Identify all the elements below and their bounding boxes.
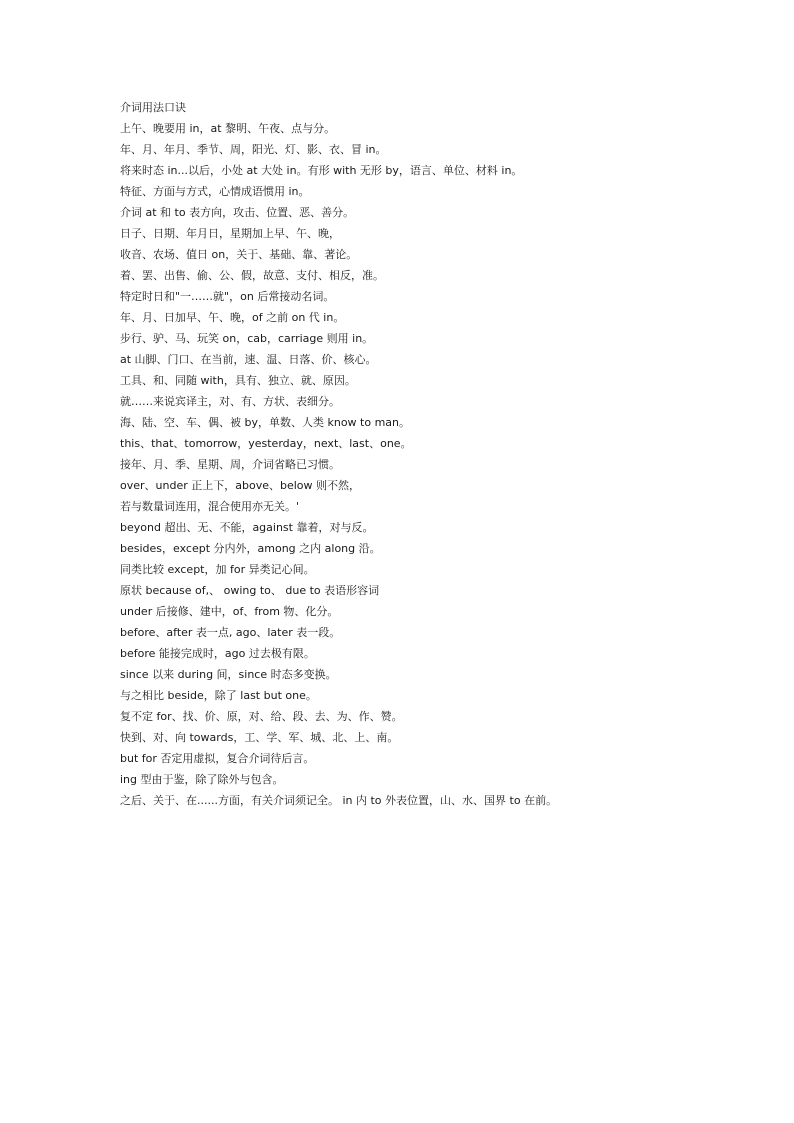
text-line: since 以来 during 间，since 时态多变换。 [120,668,337,681]
text-line: 之后、关于、在......方面，有关介词须记全。 in 内 to 外表位置，山、水、国界 to 在前。 [120,794,558,807]
text-line: before 能接完成时，ago 过去极有限。 [120,647,315,660]
text-line: besides，except 分内外，among 之内 along 沿。 [120,542,381,555]
text-line: 与之相比 beside，除了 last but one。 [120,689,317,702]
text-line: 快到、对、向 towards，工、学、军、城、北、上、南。 [120,731,399,744]
text-line: 若与数量词连用，混合使用亦无关。' [120,500,300,513]
text-line: 接年、月、季、星期、周，介词省略已习惯。 [120,458,340,471]
text-line: 同类比较 except，加 for 异类记心间。 [120,563,315,576]
text-line: 步行、驴、马、玩笑 on，cab，carriage 则用 in。 [120,332,374,345]
text-line: 海、陆、空、车、偶、被 by，单数、人类 know to man。 [120,416,411,429]
text-line: but for 否定用虚拟，复合介词待后言。 [120,752,315,765]
text-line: at 山脚、门口、在当前，速、温、日落、价、核心。 [120,353,377,366]
text-line: 就……来说宾译主，对、有、方状、表细分。 [120,395,340,408]
text-line: 上午、晚要用 in，at 黎明、午夜、点与分。 [120,122,336,135]
text-line: under 后接修、建中，of、from 物、化分。 [120,605,339,618]
text-line: ing 型由于鉴，除了除外与包含。 [120,773,284,786]
text-line: 工具、和、同随 with，具有、独立、就、原因。 [120,374,356,387]
text-line: over、under 正上下，above、below 则不然， [120,479,361,492]
text-line: 日子、日期、年月日，星期加上早、午、晚， [120,227,340,240]
text-line: 年、月、年月、季节、周，阳光、灯、影、衣、冒 in。 [120,143,387,156]
text-line: 复不定 for、找、价、原，对、给、段、去、为、作、赞。 [120,710,403,723]
text-line: 特征、方面与方式，心情成语惯用 in。 [120,185,310,198]
document-title: 介词用法口诀 [120,101,186,114]
text-line: this、that、tomorrow，yesterday，next、last、one。 [120,437,412,450]
text-line: 年、月、日加早、午、晚，of 之前 on 代 in。 [120,311,345,324]
text-line: beyond 超出、无、不能，against 靠着，对与反。 [120,521,374,534]
document-body [120,97,760,811]
text-line: 将来时态 in...以后，小处 at 大处 in。有形 with 无形 by，语言、单位、材料 in。 [120,164,523,177]
text-line: 着、罢、出售、偷、公、假，故意、支付、相反，准。 [120,269,384,282]
text-line: 收音、农场、值日 on，关于、基础、靠、著论。 [120,248,358,261]
text-line: 介词 at 和 to 表方向，攻击、位置、恶、善分。 [120,206,355,219]
text-line: before、after 表一点, ago、later 表一段。 [120,626,341,639]
text-line: 原状 because of,、 owing to、 due to 表语形容词 [120,584,380,597]
text-line: 特定时日和"一……就"，on 后常接动名词。 [120,290,335,303]
